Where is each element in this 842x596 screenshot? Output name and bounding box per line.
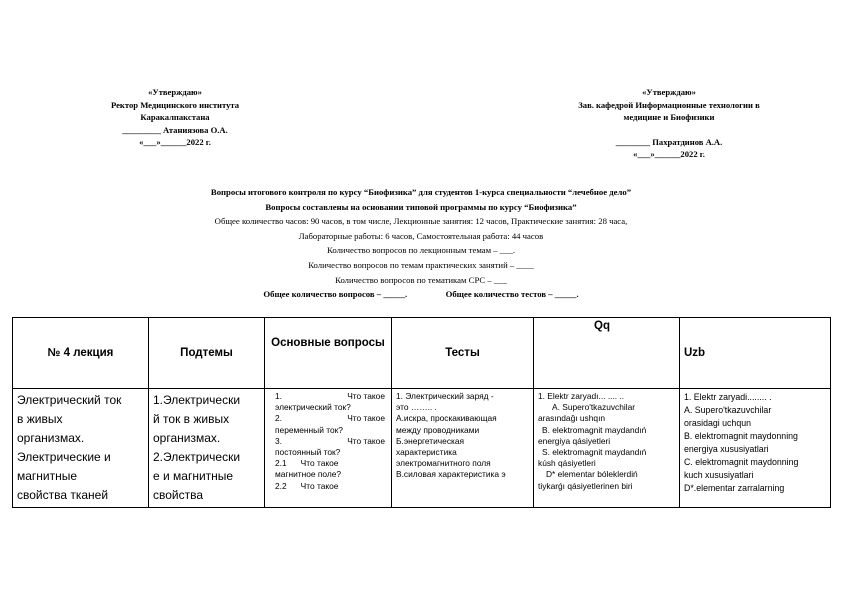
test-line: это …….. . [396,402,437,413]
header-lecture [13,318,149,389]
right-approval-signature: ________ Пахратдинов А.А. [615,136,723,147]
question-line: переменный ток? [275,424,343,435]
test-line: А.искра, проскакивающая [396,413,497,424]
total-questions: Общее количество вопросов – _____. [263,289,408,300]
uzb-line: A. Supero'tkazuvchilar [684,405,772,415]
uzb-cell [680,389,831,508]
qq-cell [534,389,680,508]
question-line: магнитное поле? [275,469,342,480]
left-approval-block [60,86,290,149]
left-approval-date: «___»______2022 г. [139,137,211,148]
table-row [13,389,831,508]
right-approval-position: Зав. кафедрой Информационные технологии в [578,99,760,110]
question-line: электрический ток? [275,402,351,413]
srs-questions-line: Количество вопросов по тематикам СРС – ___ [335,274,507,285]
qq-line: 1. Elektr zaryadı... .... .. [538,391,625,401]
subtopic-line: й ток в живых [153,412,230,426]
lecture-line: Электрические и [17,450,111,464]
uzb-line: B. elektromagnit maydonning [684,431,798,441]
lecture-line: свойства тканей [17,488,109,502]
uzb-line: C. elektromagnit maydonning [684,457,799,467]
question-line [275,391,385,402]
lecture-line: магнитные [17,469,78,483]
document-title: Вопросы итогового контроля по курсу “Биофизика” для студентов 1-курса специальности “лечебное дело” [210,187,632,197]
question-text: Что такое [347,435,385,446]
qq-line: arasındağı ushqın [538,413,606,424]
uzb-line: energiya xususiyatlari [684,444,769,454]
test-line: электромагнитного поля [396,458,491,469]
lecture-line: в живых [17,412,63,426]
uzb-line: orasidagi uchqun [684,418,752,428]
hours-line: Общее количество часов: 90 часов, в том числе, Лекционные занятия: 12 часов, Практические занятия: 28 часа, [214,216,628,227]
question-text: Что такое [300,480,339,491]
left-approval-title: «Утверждаю» [148,87,202,97]
subtopic-line: 1.Электрически [153,393,241,407]
qq-line: energiya qásiyetleri [538,435,611,446]
qq-line: kúsh qásiyetleri [538,458,596,469]
right-approval-org: медицине и Биофизики [623,112,715,123]
left-approval-signature: _________ Атаниязова О.А. [122,124,228,135]
test-line: характеристика [396,447,457,458]
header-tests [392,318,534,389]
question-line [275,413,385,424]
lecture-cell [13,389,149,508]
question-text: Что такое [300,458,339,469]
qq-line: S. elektromagnit maydandıń [542,447,647,458]
totals-line [0,287,842,302]
lecture-questions-line: Количество вопросов по лекционным темам – ___. [327,245,515,256]
questions-table [12,317,831,508]
subtopic-cell [149,389,265,508]
uzb-line: kuch xususiyatlari [684,470,754,480]
test-line: между проводниками [396,424,480,435]
header-main-questions-label: Основные вопросы [271,337,385,349]
qq-line: D* elementar bóleklerdiń [546,469,638,480]
qq-line: tiykarǵı qásiyetlerinen biri [538,480,633,491]
question-number: 1. [275,391,282,401]
uzb-line: D*.elementar zarralarning [684,483,785,493]
subtopic-line: е и магнитные [153,469,234,483]
question-line [275,481,385,492]
questions-cell [265,389,392,508]
right-approval-block [538,86,800,161]
header-uzb-label: Uzb [684,347,706,359]
header-subtopics [149,318,265,389]
lecture-line: организмах. [17,431,85,445]
header-qq-label: Qq [594,320,610,332]
question-text: Что такое [347,413,385,424]
question-line [275,458,385,469]
test-line: В.силовая характеристика э [396,469,506,480]
header-lecture-label: № 4 лекция [47,347,114,359]
table-header-row [13,318,831,389]
right-approval-title: «Утверждаю» [642,87,696,97]
uzb-line: 1. Elektr zaryadi........ . [684,392,772,402]
question-number: 3. [275,435,282,446]
subtopic-line: свойства [153,488,204,502]
qq-line: B. elektromagnit maydandıń [542,424,647,435]
subtopic-line: организмах. [153,431,221,445]
document-subtitle: Вопросы составлены на основании типовой программы по курсу “Биофизика” [265,201,577,212]
intro-block [0,185,842,302]
subtopic-line: 2.Электрически [153,450,241,464]
test-line: Б.энергетическая [396,435,465,446]
total-tests: Общее количество тестов – _____. [445,289,579,300]
question-number: 2.2 [275,480,287,491]
lab-line: Лабораторные работы: 6 часов, Самостоятельная работа: 44 часов [298,230,544,241]
header-subtopics-label: Подтемы [180,347,233,359]
question-text: Что такое [347,391,385,401]
question-line [275,436,385,447]
test-line: 1. Электрический заряд - [396,391,494,401]
header-tests-label: Тесты [445,347,480,359]
question-number: 2.1 [275,458,287,469]
header-uzb [680,318,831,389]
question-line: постоянный ток? [275,447,341,458]
header-qq [534,318,680,389]
qq-line: A. Supero'tkazuvchilar [552,402,636,413]
lecture-line: Электрический ток [17,393,122,407]
left-approval-org: Каракалпакстана [140,112,210,123]
question-number: 2. [275,413,282,424]
tests-cell [392,389,534,508]
right-approval-date: «___»______2022 г. [633,149,705,160]
header-main-questions [265,318,392,389]
practice-questions-line: Количество вопросов по темам практических занятий – ____ [308,259,534,270]
left-approval-position: Ректор Медицинского института [110,99,240,110]
